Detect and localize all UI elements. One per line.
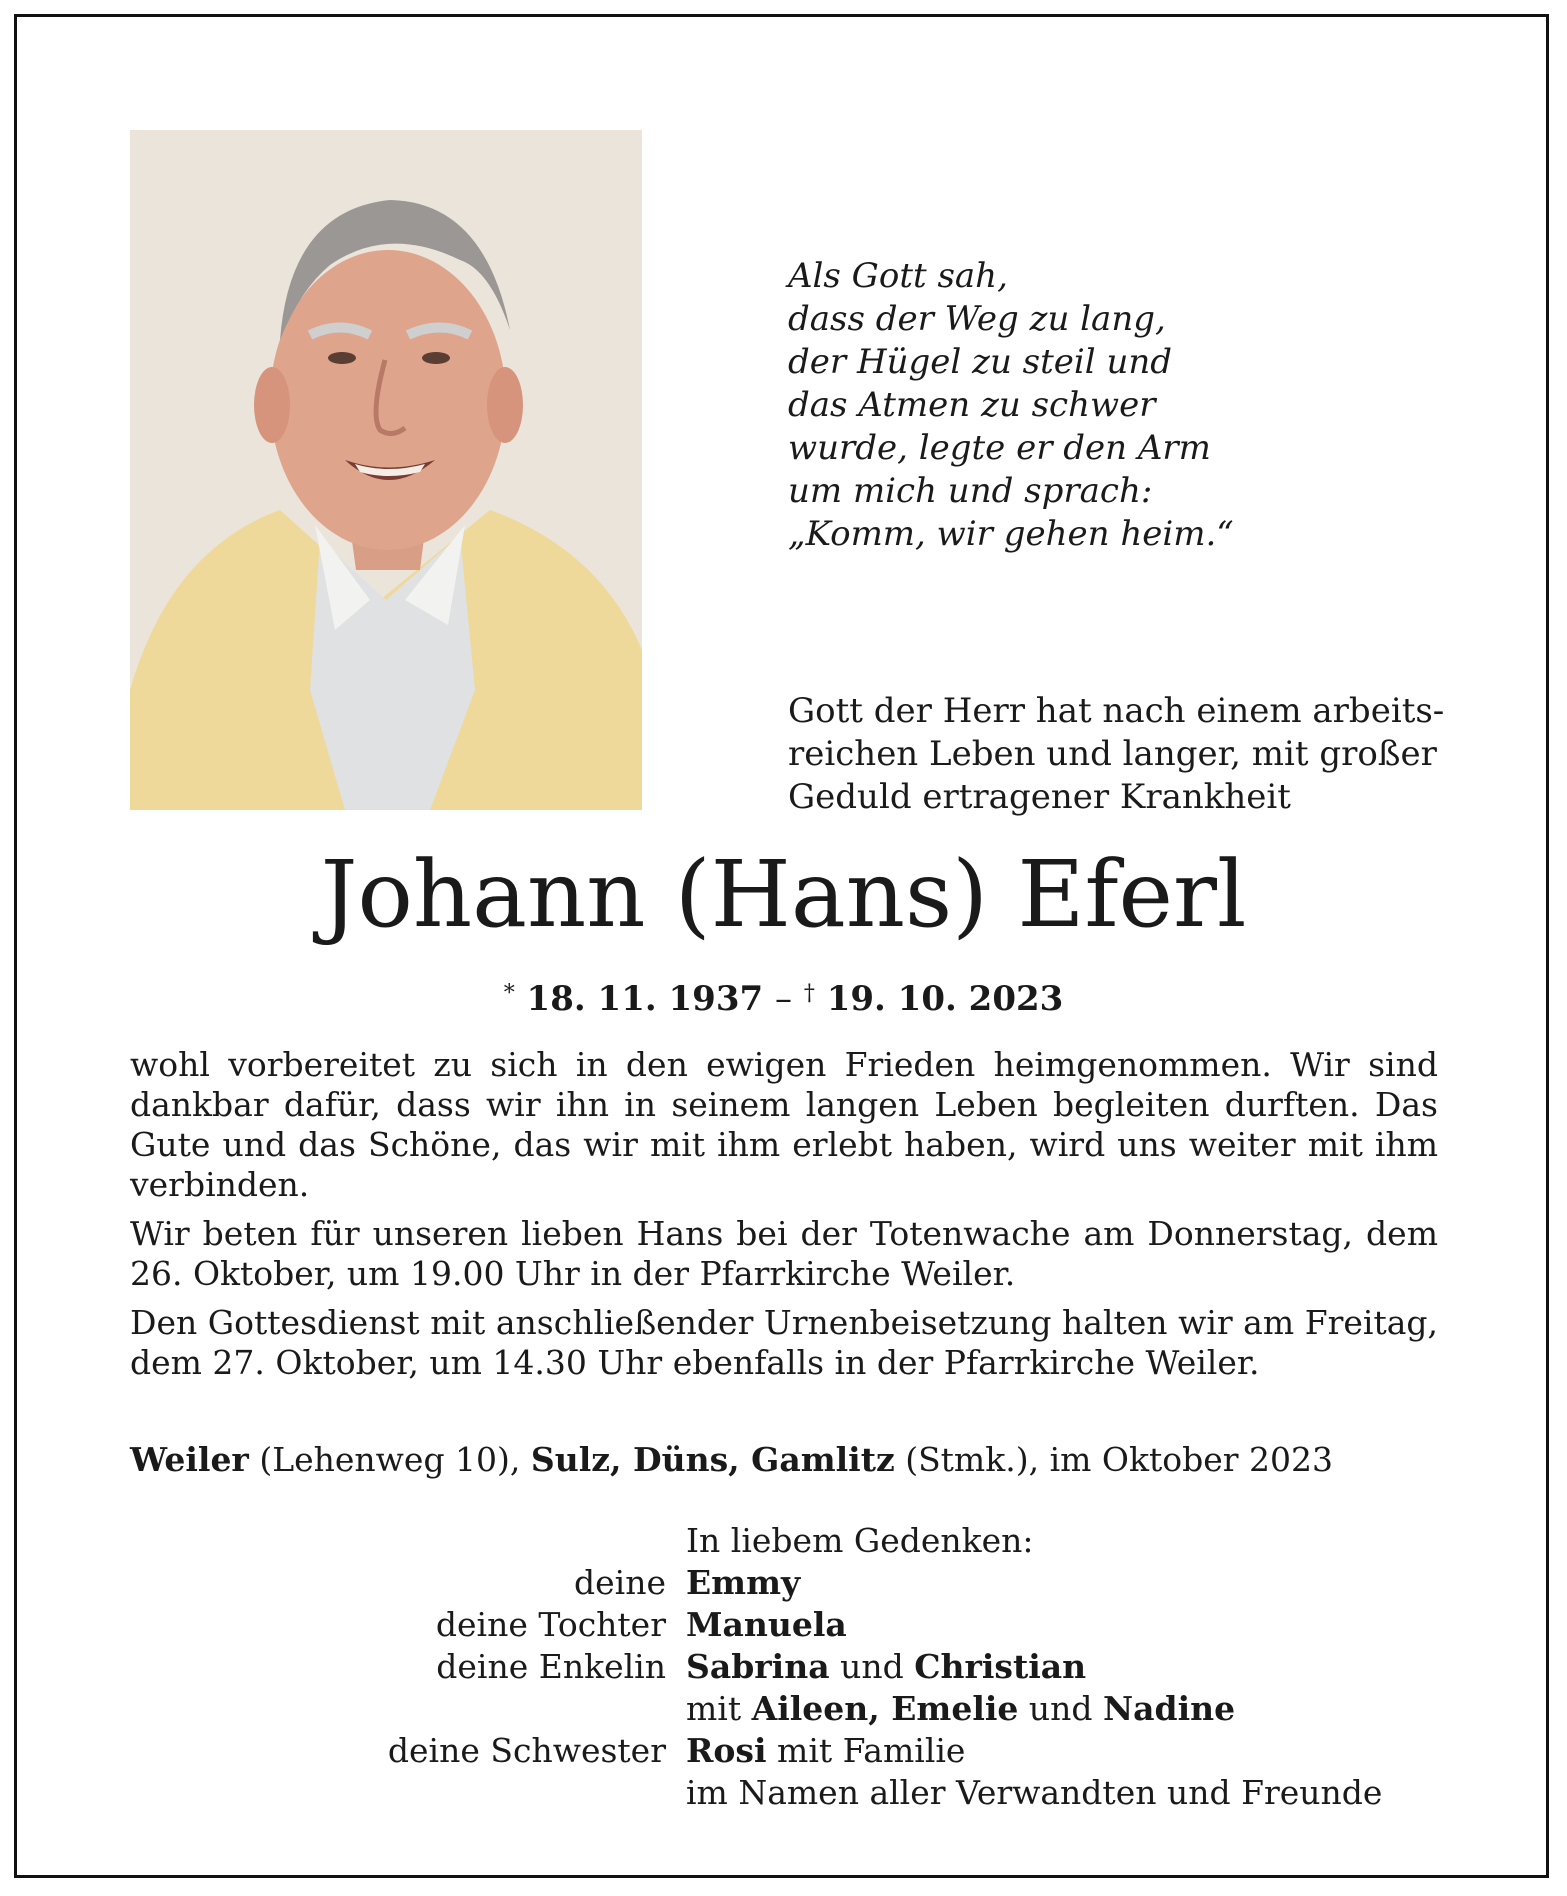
family-name: Sabrina: [686, 1647, 830, 1686]
family-name: Aileen, Emelie: [751, 1689, 1019, 1728]
family-connector: mit Familie: [766, 1731, 966, 1770]
poem-line: das Atmen zu schwer: [788, 385, 1156, 425]
family-name: Christian: [914, 1647, 1087, 1686]
date-separator: –: [775, 979, 792, 1019]
death-symbol: †: [803, 981, 815, 1006]
family-connector: und: [1018, 1689, 1104, 1728]
family-name: Nadine: [1103, 1689, 1236, 1728]
place-date: (Stmk.), im Oktober 2023: [894, 1440, 1333, 1479]
family-row: [130, 1646, 1438, 1688]
relation-label: deine Enkelin: [436, 1647, 666, 1686]
poem-line: der Hügel zu steil und: [788, 342, 1173, 382]
announcement-body: [130, 1045, 1438, 1392]
relation-label: deine: [574, 1563, 666, 1602]
relation-label: deine Schwester: [387, 1731, 666, 1770]
portrait-illustration: [130, 130, 642, 810]
intro-line: Gott der Herr hat nach einem arbeits-: [788, 691, 1445, 731]
place-names: Sulz, Düns, Gamlitz: [530, 1440, 895, 1479]
deceased-name: Johann (Hans) Eferl: [320, 841, 1247, 948]
birth-date: 18. 11. 1937: [526, 979, 764, 1019]
family-connector: mit: [686, 1689, 752, 1728]
family-closing-row: [130, 1772, 1438, 1814]
body-paragraph: Den Gottesdienst mit anschließender Urnenbeisetzung halten wir am Freitag, dem 27. Oktober, um 14.30 Uhr ebenfalls in der Pfarrkirche Weiler.: [130, 1303, 1438, 1382]
body-paragraph: Wir beten für unseren lieben Hans bei der Totenwache am Donnerstag, dem 26. Oktober, um 19.00 Uhr in der Pfarrkirche Weiler.: [130, 1214, 1438, 1293]
family-name: Emmy: [686, 1563, 801, 1602]
family-row: [130, 1604, 1438, 1646]
poem-line: Als Gott sah,: [788, 256, 1008, 296]
family-row: [130, 1688, 1438, 1730]
family-name: Manuela: [686, 1605, 847, 1644]
family-row: [130, 1562, 1438, 1604]
intro-line: Geduld ertragener Krankheit: [788, 777, 1291, 817]
relation-label: deine Tochter: [435, 1605, 666, 1644]
place-name: Weiler: [130, 1440, 249, 1479]
intro-text: [788, 690, 1448, 819]
family-heading-row: [130, 1520, 1438, 1562]
poem-line: „Komm, wir gehen heim.“: [788, 514, 1234, 554]
poem: [788, 255, 1428, 556]
poem-line: dass der Weg zu lang,: [788, 299, 1166, 339]
portrait-photo: [130, 130, 642, 810]
family-heading: In liebem Gedenken:: [686, 1521, 1034, 1560]
place-date-line: [130, 1440, 1438, 1480]
place-address: (Lehenweg 10),: [248, 1440, 531, 1479]
poem-line: um mich und sprach:: [788, 471, 1153, 511]
family-name: Rosi: [686, 1731, 767, 1770]
relation-label: [130, 1688, 686, 1730]
death-date: 19. 10. 2023: [826, 979, 1064, 1019]
intro-line: reichen Leben und langer, mit großer: [788, 734, 1437, 774]
family-list: [130, 1520, 1438, 1814]
body-paragraph: wohl vorbereitet zu sich in den ewigen Frieden heimgenommen. Wir sind dankbar dafür, dass wir ihn in seinem langen Leben begleiten durften. Das Gute und das Schöne, das wir mit ihm erlebt haben, wird uns weiter mit ihm verbinden.: [130, 1045, 1438, 1204]
family-row: [130, 1730, 1438, 1772]
family-closing: im Namen aller Verwandten und Freunde: [686, 1773, 1383, 1812]
family-connector: und: [829, 1647, 915, 1686]
birth-symbol: *: [503, 981, 515, 1006]
life-dates: [0, 972, 1567, 1021]
poem-line: wurde, legte er den Arm: [788, 428, 1211, 468]
